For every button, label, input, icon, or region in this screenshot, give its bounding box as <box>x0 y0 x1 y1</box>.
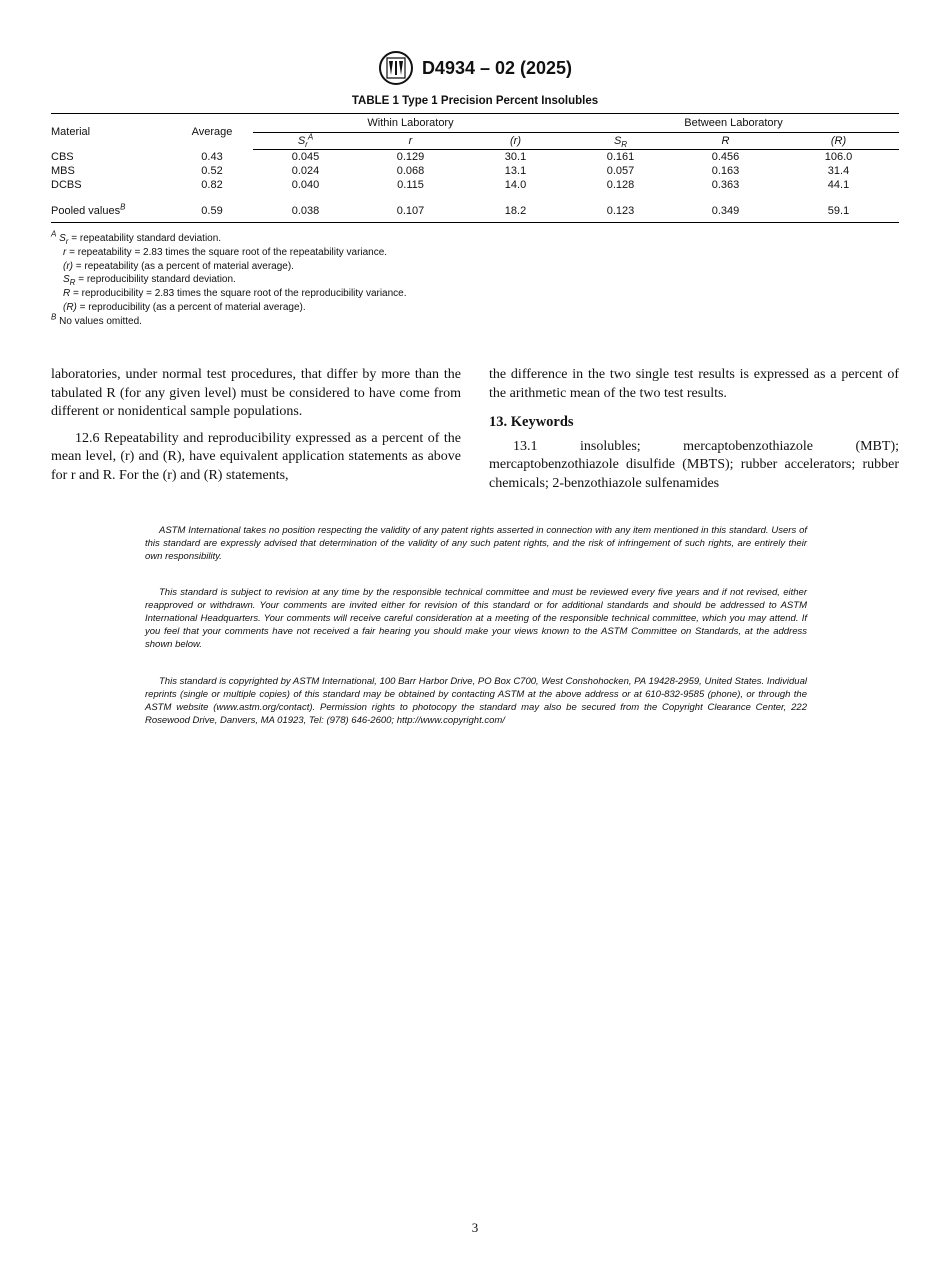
section-13-1: 13.1 insolubles; mercaptobenzothiazole (MBT); mercaptobenzothiazole disulfide (MBTS); rubber accelerators; rubber chemicals; 2-benzothiazole sulfenamides <box>489 438 899 491</box>
header-between-laboratory: Between Laboratory <box>568 114 899 133</box>
header-SR: $S_R$ <box>568 133 673 150</box>
keywords-heading: 13. Keywords <box>489 414 574 430</box>
footnote-b: $^B$ No values omitted. <box>51 312 142 327</box>
footnote-R: R = reproducibility = 2.83 times the square root of the reproducibility variance. <box>63 288 407 300</box>
table-row: DCBS 0.82 0.040 0.115 14.0 0.128 0.363 44.1 <box>51 179 850 191</box>
astm-logo-icon <box>378 50 414 86</box>
header-sr: $S_r^A$ <box>253 133 358 150</box>
footnote-r-percent: (r) = repeatability (as a percent of material average). <box>63 260 294 272</box>
footnote-a: $^A$ $S_r$ = repeatability standard deviation. <box>51 229 222 246</box>
header-R-percent: (R) <box>778 133 899 150</box>
header-r: r <box>358 133 463 150</box>
header-average: Average <box>191 125 233 138</box>
footnote-SR: $S_R$ = reproducibility standard deviation. <box>63 274 236 288</box>
page-header <box>0 50 950 86</box>
patent-notice: ASTM International takes no position respecting the validity of any patent rights asserted in connection with any item mentioned in this standard. Users of this standard are expressly advised that determination of the validity of any such patent rights, and the risk of infringement of such rights, are entirely their own responsibility. <box>145 525 807 563</box>
table-footnotes <box>51 229 899 329</box>
revision-notice: This standard is subject to revision at any time by the responsible technical committee and must be reviewed every five years and if not revised, either reapproved or withdrawn. Your comments are invited either for revision of this standard or for additional standards and should be addressed to ASTM International Headquarters. Your comments will receive careful consideration at a meeting of the responsible technical committee, which you may attend. If you feel that your comments have not received a fair hearing you should make your views known to the ASTM Committee on Standards, at the address shown below. <box>145 587 807 651</box>
header-R: R <box>673 133 778 150</box>
body-paragraph: the difference in the two single test results is expressed as a percent of the arithmetic mean of the two test results. <box>489 367 899 401</box>
copyright-notice: This standard is copyrighted by ASTM International, 100 Barr Harbor Drive, PO Box C700, West Conshohocken, PA 19428-2959, United States. Individual reprints (single or multiple copies) of this standard may be obtained by contacting ASTM at the above address or at 610-832-9585 (phone), or through the ASTM website (www.astm.org/contact). Permission rights to photocopy the standard may also be secured from the Copyright Clearance Center, 222 Rosewood Drive, Danvers, MA 01923, Tel: (978) 646-2600; http://www.copyright.com/ <box>145 676 807 727</box>
section-12-6: 12.6 Repeatability and reproducibility expressed as a percent of the mean level, (r) and (R), have equivalent application statements as above for r and R. For the (r) and (R) statements, <box>51 430 461 483</box>
table-title: TABLE 1 Type 1 Precision Percent Insolubles <box>351 95 599 107</box>
precision-table <box>51 113 899 223</box>
body-left-column <box>51 366 461 485</box>
footnote-r: r = repeatability = 2.83 times the square root of the repeatability variance. <box>63 246 388 258</box>
body-right-column <box>489 366 899 493</box>
header-material: Material <box>51 125 91 138</box>
table-row: MBS 0.52 0.024 0.068 13.1 0.057 0.163 31.4 <box>51 165 850 177</box>
designation: D4934 – 02 (2025) <box>421 57 573 78</box>
header-within-laboratory: Within Laboratory <box>253 114 568 133</box>
table-row: CBS 0.43 0.045 0.129 30.1 0.161 0.456 106.0 <box>51 150 853 163</box>
footnote-R-percent: (R) = reproducibility (as a percent of material average). <box>63 301 306 313</box>
header-r-percent: (r) <box>463 133 568 150</box>
page-number: 3 <box>471 1220 479 1235</box>
body-paragraph: laboratories, under normal test procedures, that differ by more than the tabulated R (for any given level) must be considered to have come from different or nonidentical sample populations. <box>51 367 461 419</box>
pooled-row: Pooled values$^B$ 0.59 0.038 0.107 18.2 0.123 0.349 59.1 <box>51 202 850 217</box>
